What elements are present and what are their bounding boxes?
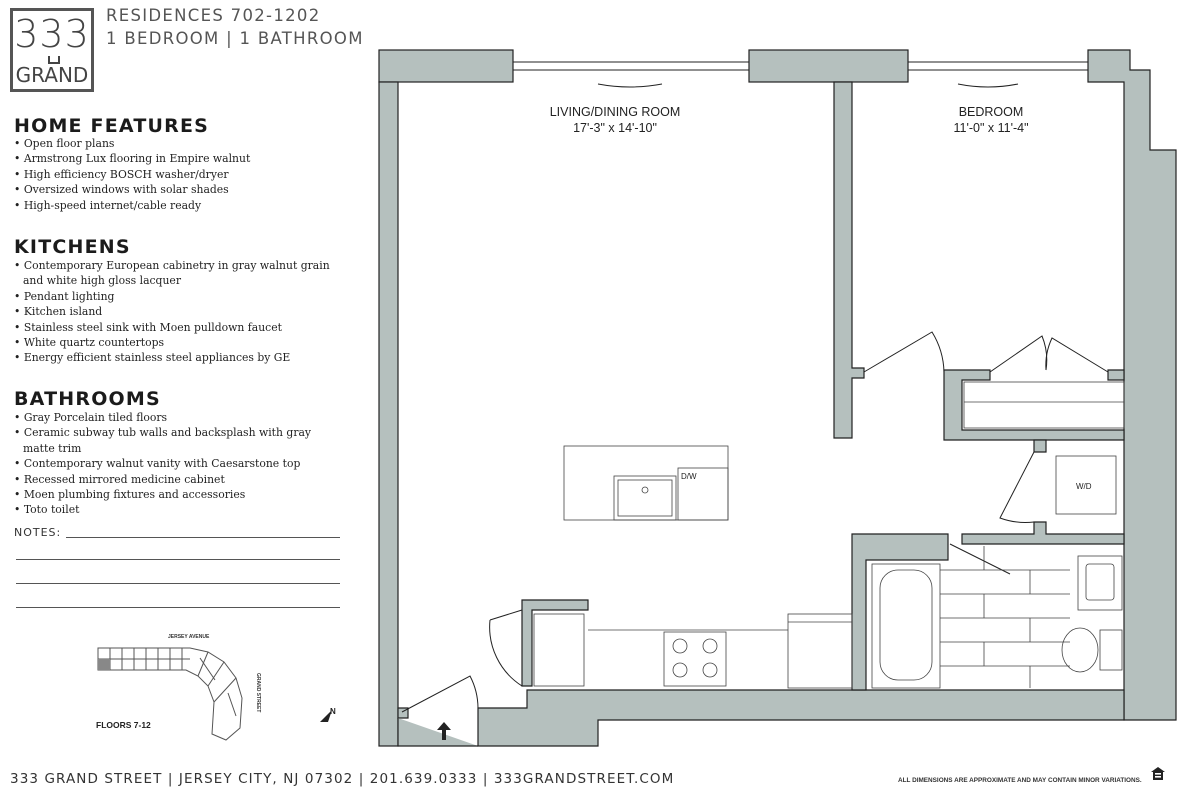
kitchens-heading: KITCHENS (14, 236, 131, 258)
svg-text:N: N (330, 707, 336, 716)
feature-item: • Open floor plans (14, 136, 344, 151)
living-room-dims: 17'-3" x 14'-10" (573, 121, 657, 135)
disclaimer: ALL DIMENSIONS ARE APPROXIMATE AND MAY CONTAIN MINOR VARIATIONS. (898, 777, 1142, 784)
keyplan-floors: FLOORS 7-12 (96, 720, 151, 730)
feature-item: • Moen plumbing fixtures and accessories (14, 487, 344, 502)
logo-word: GRAND (15, 63, 89, 87)
feature-item: • Energy efficient stainless steel appliances by GE (14, 350, 344, 365)
kitchen-island (564, 446, 728, 520)
living-room-name: LIVING/DINING ROOM (549, 105, 681, 119)
doors (402, 332, 1108, 712)
washer-dryer-label: W/D (1076, 482, 1092, 491)
home-features-heading: HOME FEATURES (14, 115, 210, 137)
feature-item: • High-speed internet/cable ready (14, 198, 344, 213)
feature-item: • Recessed mirrored medicine cabinet (14, 472, 344, 487)
feature-item: • Oversized windows with solar shades (14, 182, 344, 197)
feature-item: • Contemporary walnut vanity with Caesarstone top (14, 456, 344, 471)
kitchen-counter (534, 614, 852, 688)
feature-item: • Ceramic subway tub walls and backsplash with gray matte trim (14, 425, 344, 456)
keyplan-street-side: GRAND STREET (255, 673, 261, 713)
equal-housing-icon (1150, 766, 1166, 782)
logo-number: 333 (14, 12, 90, 56)
bedroom-name: BEDROOM (958, 105, 1024, 119)
residences-title: RESIDENCES 702-1202 (106, 6, 321, 25)
footer-contact: 333 GRAND STREET | JERSEY CITY, NJ 07302 | 201.639.0333 | 333GRANDSTREET.COM (10, 771, 675, 787)
feature-item: • Toto toilet (14, 502, 344, 517)
feature-item: • Gray Porcelain tiled floors (14, 410, 344, 425)
feature-item: • High efficiency BOSCH washer/dryer (14, 167, 344, 182)
closet-shelving (964, 382, 1124, 428)
keyplan-street-top: JERSEY AVENUE (168, 634, 210, 640)
bedroom-dims: 11'-0" x 11'-4" (953, 121, 1029, 135)
feature-item: • Kitchen island (14, 304, 344, 319)
notes-label: NOTES: (14, 526, 62, 539)
dishwasher-label: D/W (681, 472, 697, 481)
unit-type: 1 BEDROOM | 1 BATHROOM (106, 29, 364, 48)
feature-item: • Stainless steel sink with Moen pulldown faucet (14, 320, 344, 335)
bathrooms-heading: BATHROOMS (14, 388, 161, 410)
feature-item: • Pendant lighting (14, 289, 344, 304)
feature-item: • White quartz countertops (14, 335, 344, 350)
feature-item: • Contemporary European cabinetry in gray walnut grain and white high gloss lacquer (14, 258, 344, 289)
feature-item: • Armstrong Lux flooring in Empire walnut (14, 151, 344, 166)
